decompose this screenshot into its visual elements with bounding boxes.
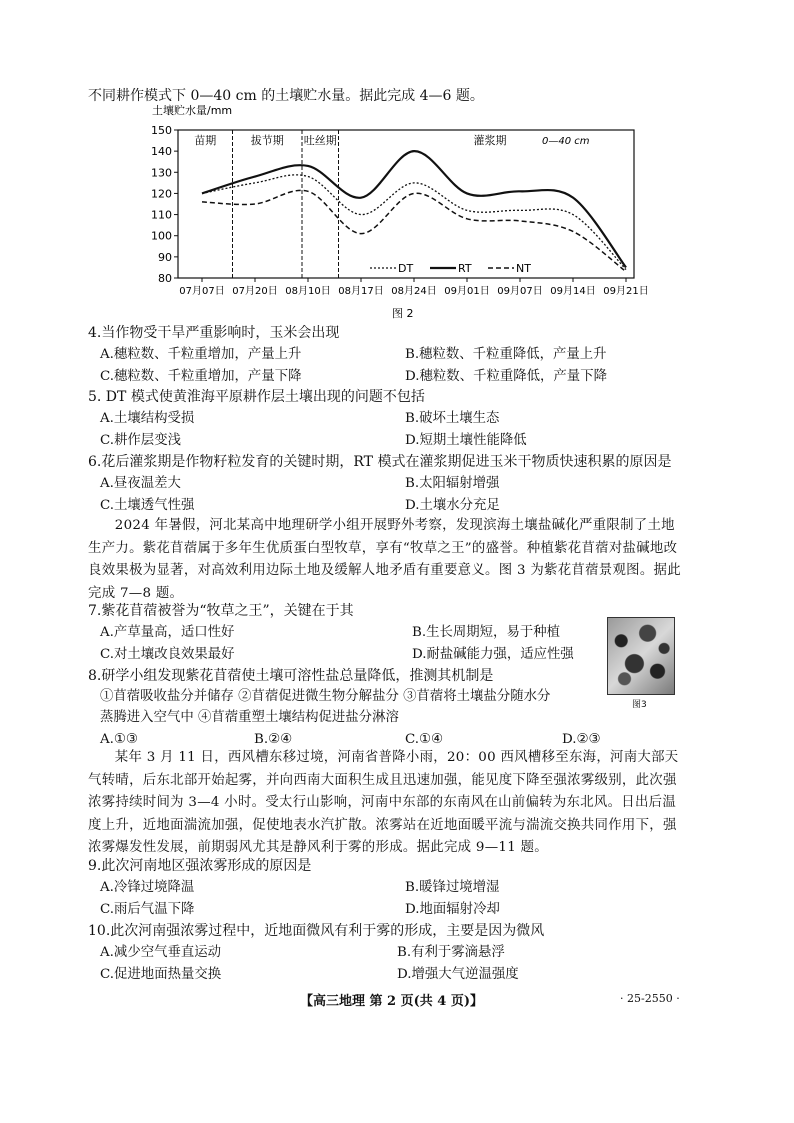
y-tick-label: 130 <box>151 166 172 180</box>
q6-option-a[interactable]: A.昼夜温差大 <box>100 476 181 491</box>
q4-option-d[interactable]: D.穗粒数、千粒重降低，产量下降 <box>405 369 607 384</box>
depth-label: 0—40 cm <box>542 136 590 147</box>
q9-option-a[interactable]: A.冷锋过境降温 <box>100 880 195 895</box>
x-tick-label: 08月10日 <box>285 286 331 297</box>
q7-option-c[interactable]: C.对土壤改良效果最好 <box>100 647 235 662</box>
q10-option-b[interactable]: B.有利于雾滴悬浮 <box>397 945 505 960</box>
y-tick-label: 110 <box>151 208 172 222</box>
q9-option-d[interactable]: D.地面辐射冷却 <box>405 902 500 917</box>
q8-statements-line1: ①苜蓿吸收盐分并储存 ②苜蓿促进微生物分解盐分 ③苜蓿将土壤盐分随水分 <box>100 689 551 704</box>
x-tick-label: 07月07日 <box>179 286 225 297</box>
period-label: 吐丝期 <box>303 134 337 147</box>
q5-option-c[interactable]: C.耕作层变浅 <box>100 433 181 448</box>
x-tick-label: 09月21日 <box>603 286 649 297</box>
q4-option-b[interactable]: B.穗粒数、千粒重降低，产量上升 <box>405 347 607 362</box>
q4-stem: 4.当作物受干旱严重影响时，玉米会出现 <box>88 325 340 341</box>
q8-stem: 8.研学小组发现紫花苜蓿使土壤可溶性盐总量降低，推测其机制是 <box>88 668 494 684</box>
q9-option-b[interactable]: B.暖锋过境增湿 <box>405 880 500 895</box>
q6-stem: 6.花后灌浆期是作物籽粒发育的关键时期，RT 模式在灌浆期促进玉米干物质快速积累的原因是 <box>88 454 672 470</box>
q5-option-b[interactable]: B.破坏土壤生态 <box>405 411 500 426</box>
figure-2-chart <box>130 104 660 320</box>
q10-option-d[interactable]: D.增强大气逆温强度 <box>397 967 519 982</box>
y-tick-label: 140 <box>151 145 172 159</box>
q7-option-b[interactable]: B.生长周期短，易于种植 <box>412 625 561 640</box>
q4-option-c[interactable]: C.穗粒数、千粒重增加，产量下降 <box>100 369 302 384</box>
alfalfa-photo <box>607 617 675 695</box>
x-tick-label: 07月20日 <box>232 286 278 297</box>
passage-2: 2024 年暑假，河北某高中地理研学小组开展野外考察，发现滨海土壤盐碱化严重限制了土地生产力。紫花苜蓿属于多年生优质蛋白型牧草，享有“牧草之王”的盛誉。种植紫花苜蓿对盐碱地改良效果极为显著，对高效利用边际土地及缓解人地矛盾有重要意义。图 3 为紫花苜蓿景观图。据此完成 7—8 题。 <box>88 518 681 601</box>
q6-option-c[interactable]: C.土壤透气性强 <box>100 498 195 513</box>
legend-label: NT <box>516 262 531 275</box>
series-line-rt <box>202 151 626 267</box>
chart-y-label: 土壤贮水量/mm <box>152 104 233 117</box>
series-line-nt <box>202 190 626 271</box>
y-tick-label: 80 <box>158 272 172 285</box>
y-tick-label: 120 <box>151 187 172 201</box>
q8-statements-line2: 蒸腾进入空气中 ④苜蓿重塑土壤结构促进盐分淋溶 <box>100 710 399 725</box>
q8-option-c[interactable]: C.①④ <box>405 732 444 747</box>
period-label: 拔节期 <box>250 134 284 147</box>
x-tick-label: 09月14日 <box>550 286 596 297</box>
q5-option-a[interactable]: A.土壤结构受损 <box>100 411 195 426</box>
y-tick-label: 150 <box>151 124 172 137</box>
figure-3-caption: 图3 <box>632 700 647 710</box>
period-label: 灌浆期 <box>473 134 507 147</box>
passage-3: 某年 3 月 11 日，西风槽东移过境，河南省普降小雨，20：00 西风槽移至东海，河南大部天气转晴，后东北部开始起雾，并向西南大面积生成且迅速加强，能见度下降至强浓雾级别，此次强浓雾持续时间为 3—4 小时。受太行山影响，河南中东部的东南风在山前偏转为东北风。日出后温度上升，近地面湍流加强，促使地表水汽扩散。浓雾站在近地面暖平流与湍流交换共同作用下，强浓雾爆发性发展，前期弱风尤其是静风利于雾的形成。据此完成 9—11 题。 <box>88 750 679 855</box>
q10-option-c[interactable]: C.促进地面热量交换 <box>100 967 222 982</box>
q5-option-d[interactable]: D.短期土壤性能降低 <box>405 433 527 448</box>
q5-stem: 5. DT 模式使黄淮海平原耕作层土壤出现的问题不包括 <box>88 389 425 405</box>
x-tick-label: 09月07日 <box>497 286 543 297</box>
q9-option-c[interactable]: C.雨后气温下降 <box>100 902 195 917</box>
series-line-dt <box>202 175 626 270</box>
x-tick-label: 08月24日 <box>391 286 437 297</box>
intro-text: 不同耕作模式下 0—40 cm 的土壤贮水量。据此完成 4—6 题。 <box>88 88 484 104</box>
x-tick-label: 09月01日 <box>444 286 490 297</box>
q4-option-a[interactable]: A.穗粒数、千粒重增加，产量上升 <box>100 347 302 362</box>
q6-option-d[interactable]: D.土壤水分充足 <box>405 498 500 513</box>
q7-stem: 7.紫花苜蓿被誉为“牧草之王”，关键在于其 <box>88 603 354 619</box>
y-tick-label: 90 <box>158 250 172 264</box>
q10-option-a[interactable]: A.减少空气垂直运动 <box>100 945 222 960</box>
period-label: 苗期 <box>194 134 217 147</box>
q8-option-d[interactable]: D.②③ <box>562 732 601 747</box>
y-tick-label: 100 <box>151 229 172 243</box>
q7-option-d[interactable]: D.耐盐碱能力强，适应性强 <box>412 647 574 662</box>
q7-option-a[interactable]: A.产草量高，适口性好 <box>100 625 235 640</box>
q6-option-b[interactable]: B.太阳辐射增强 <box>405 476 500 491</box>
legend-label: RT <box>458 262 472 275</box>
x-tick-label: 08月17日 <box>338 286 384 297</box>
q10-stem: 10.此次河南强浓雾过程中，近地面微风有利于雾的形成，主要是因为微风 <box>88 923 545 939</box>
q9-stem: 9.此次河南地区强浓雾形成的原因是 <box>88 858 312 874</box>
q8-option-a[interactable]: A.①③ <box>100 732 138 747</box>
legend-label: DT <box>398 262 414 275</box>
q8-option-b[interactable]: B.②④ <box>254 732 293 747</box>
page-footer: 【高三地理 第 2 页(共 4 页)】 <box>300 994 484 1009</box>
figure-2-caption: 图 2 <box>392 307 414 320</box>
paper-code: · 25-2550 · <box>620 992 680 1005</box>
